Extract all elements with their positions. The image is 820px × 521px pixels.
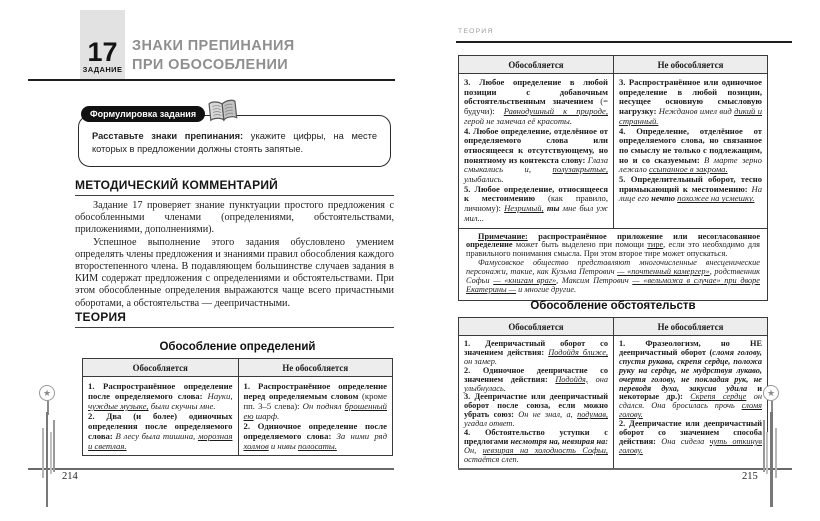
star-laurel-emblem-icon: ★ — [39, 385, 55, 401]
ornament-line — [766, 432, 768, 474]
adverbials-table-body — [459, 336, 767, 469]
method-comment-heading: МЕТОДИЧЕСКИЙ КОММЕНТАРИЙ — [75, 178, 279, 192]
definitions-not-separated-cell: 1. Распространённое определение перед определяемым словом (кроме пп. 3–5 слева): Он поднял брошенный ею шарф. 2. Одиночное определение после определяемого слова: За ними ряд холмов и нивы полосаты. — [238, 377, 393, 455]
definitions-table — [82, 358, 393, 456]
left-page-number: 214 — [62, 471, 78, 482]
ornament-line — [763, 420, 765, 472]
definitions-separated-cell-2: 3. Любое определение в любой позиции с добавочным обстоятельственным значением (= будучи): Равнодушный к природе, герой не замечал её красоты. 4. Любое определение, отделённое от определяемого слова или относящееся к отсутствующему, но понятному из контекста слову: Глаза смыкались и, полузакрытые, улыбались. 5. Любое определение, относящееся к местоимению (как правило, личному): Незримый, ты мне был уж мил... — [464, 77, 608, 223]
right-page-number: 215 — [742, 471, 758, 482]
adverbials-separated-cell: 1. Деепричастный оборот со значением действия: Подойдя ближе, он замер. 2. Одиночное деепричастие со значением действия: Подойдя, она улыбнулась. 3. Деепричастие или деепричастный оборот после союза, если можно убрать союз: Он не знал, а, подумав, угадал ответ. 4. Обстоятельство уступки с предлогами несмотря на, невзирая на: Он, невзирая на холодность Софьи, остаётся слеп. — [464, 339, 609, 464]
definitions-table-continued — [458, 55, 768, 301]
formulation-label-pill: Формулировка задания — [81, 106, 205, 122]
ornament-line — [42, 428, 44, 478]
definitions-cont-body — [459, 74, 767, 228]
method-paragraph-1: Задание 17 проверяет знание пунктуации простого предложения с обособленными членами (определениями, обстоятельствами, приложениями, дополнениями). — [75, 200, 394, 236]
note-text: Примечание: распространённое приложение или несогласованное определение может быть выделено при помощи тире, если это необходимо для правильного понимания смысла. При этом второе тире может опускаться. — [466, 231, 761, 259]
definitions-table-title: Обособление определений — [159, 341, 316, 353]
theory-heading: ТЕОРИЯ — [75, 310, 127, 324]
adverbials-not-separated-cell: 1. Фразеологизм, но НЕ деепричастный оборот (сломя голову, спустя рукава, скрепя сердце, положа руку на сердце, не мудрствуя лукаво, очертя голову, не покладая рук, не переводя духа, закусив удила и некоторые др.): Скрепя сердце он сдался. Она бросилась прочь сломя голову. 2. Деепричастие или деепричастный оборот со значением способа действия: Она сидела чуть откинув голову. — [613, 336, 767, 469]
ornament-line — [775, 428, 777, 478]
task-number: 17 — [87, 37, 118, 67]
ornament-line — [770, 412, 773, 507]
theory-heading-rule — [75, 327, 394, 328]
task-badge-label: ЗАДАНИЕ — [82, 65, 123, 74]
ornament-line — [53, 420, 55, 472]
note-example-text: Фамусовское общество представляют многочисленные внесценические персонажи, такие, как Кузьма Петрович — «почтенный камергер», родственник Софьи — «книгам враг», Максим Петрович — «вельможа в случае» при дворе Екатерины — и многие другие. — [466, 258, 760, 294]
definitions-cont-header — [459, 56, 767, 74]
task-formulation-text: Расставьте знаки препинания: укажите цифры, на месте которых в предложении должны стоять запятые. — [92, 131, 377, 154]
running-head-rule — [456, 41, 792, 43]
running-head: ТЕОРИЯ — [458, 28, 494, 35]
ornament-line — [50, 432, 52, 474]
definitions-not-separated-cell-2: 3. Распространённое или одиночное определение в любой позиции, несущее основную смысловую нагрузку: Нежданов имел вид дикий и странный. 4. Определение, отделённое от определяемого слова, но связанное по смыслу не только с подлежащим, но и со сказуемым: В марте зерно лежало ссыпанное в закрома. 5. Определительный оборот, тесно примыкающий к местоимению: На лице его нечто похожее на усмешку. — [613, 74, 767, 228]
chapter-title — [132, 37, 295, 74]
definitions-table-header — [83, 359, 392, 377]
open-book-icon — [205, 95, 242, 128]
method-paragraph-2: Успешное выполнение этого задания обусловлено умением определять члены предложения и знаниями правил обособления каждого второстепенного члена. В подавляющем большинстве случаев задания в КИМ содержат предложения с определениями и обстоятельствами. При этом обособленные определения выражаются чаще всего причастными оборотами, а обстоятельства — деепричастными. — [75, 236, 394, 309]
adverbials-table — [458, 317, 768, 470]
note-row — [459, 228, 767, 300]
definitions-table-body — [83, 377, 392, 455]
column-header-separated: Обособляется — [508, 60, 564, 70]
ornament-line — [46, 412, 49, 507]
star-laurel-emblem-icon: ★ — [763, 385, 779, 401]
chapter-title-line1: ЗНАКИ ПРЕПИНАНИЯ — [132, 38, 295, 54]
column-header-not-separated: Не обособляется — [238, 359, 393, 376]
column-header-separated: Обособляется — [132, 363, 188, 373]
adverbials-table-header — [459, 318, 767, 336]
right-footer-rule — [458, 468, 792, 470]
adverbials-table-title: Обособление обстоятельств — [530, 300, 696, 312]
definitions-separated-cell: 1. Распространённое определение после определяемого слова: Науки, чуждые музыке, были скучны мне. 2. Два (и более) одиночных определения после определяемого слова: В лесу была тишина, морозная и светлая. — [88, 381, 233, 451]
method-comment-text — [75, 200, 394, 310]
method-heading-rule — [75, 195, 394, 196]
header-rule — [28, 79, 395, 81]
column-header-not-separated: Не обособляется — [613, 56, 767, 73]
chapter-title-line2: ПРИ ОБОСОБЛЕНИИ — [132, 56, 289, 73]
task-number-badge — [80, 10, 125, 79]
column-header-separated: Обособляется — [508, 322, 564, 332]
column-header-not-separated: Не обособляется — [613, 318, 767, 335]
left-footer-rule — [28, 468, 394, 470]
